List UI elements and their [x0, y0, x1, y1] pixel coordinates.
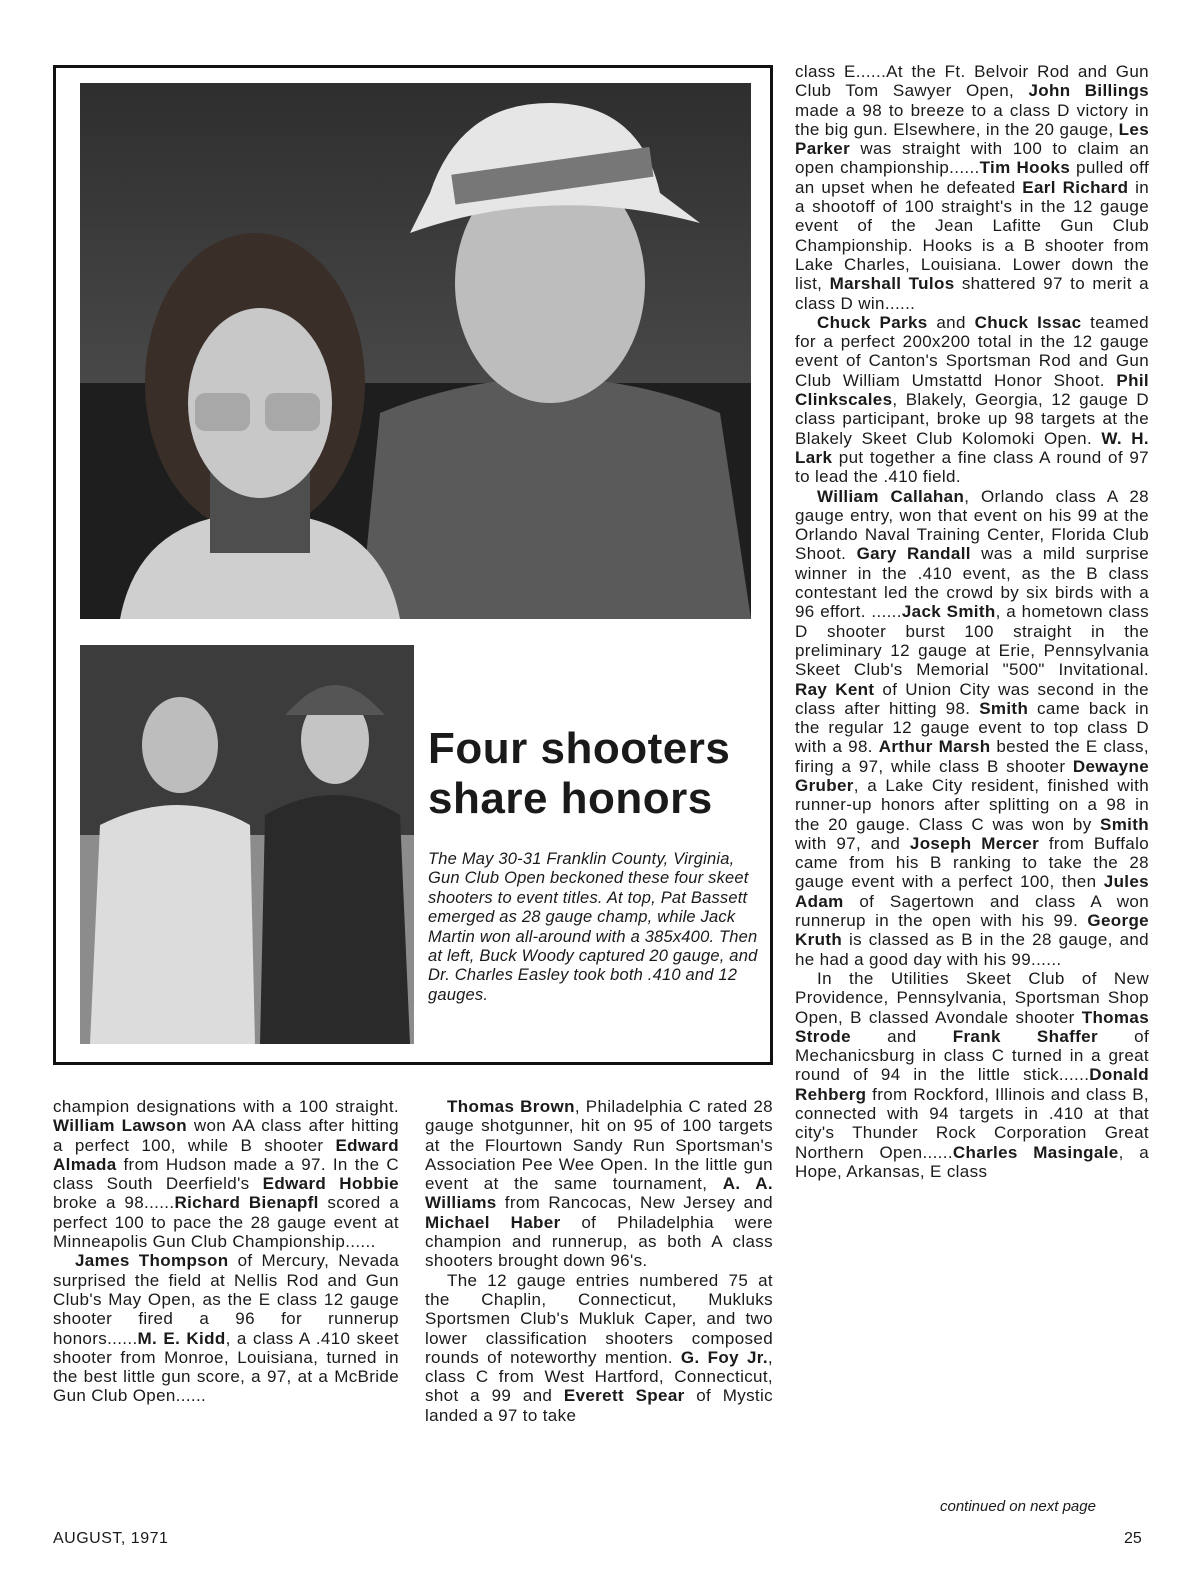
- text-run: shattered 97 to merit a class D win......: [795, 274, 1149, 313]
- text-run: made a 98 to breeze to a class D victory in the big gun. Elsewhere, in the 20 gauge,: [795, 100, 1149, 139]
- shooter-name: Ray Kent: [795, 679, 875, 699]
- text-run: from Hudson made a 97. In the C class South Deerfield's: [53, 1154, 399, 1194]
- paragraph: [53, 1097, 399, 1251]
- text-run: won AA class after hitting a perfect 100, while B shooter: [53, 1116, 399, 1155]
- text-run: The 12 gauge entries numbered 75 at the Chaplin, Connecticut, Mukluks Sportsmen Club's Mukluk Caper, and two lower classification shooters composed rounds of noteworthy mention.: [425, 1270, 773, 1367]
- text-run: bested the E class, firing a 97, while class B shooter: [795, 737, 1149, 776]
- shooter-name: Dewayne Gruber: [795, 756, 1149, 795]
- shooter-name: Frank Shaffer: [952, 1026, 1098, 1046]
- shooter-name: Joseph Mercer: [909, 833, 1040, 853]
- paragraph: [425, 1271, 773, 1425]
- article-column-1: [53, 1097, 399, 1406]
- article-column-2: [425, 1097, 773, 1425]
- shooter-name: William Callahan: [817, 486, 965, 506]
- shooter-name: Michael Haber: [425, 1212, 561, 1232]
- shooter-name: Smith: [1100, 814, 1149, 834]
- text-run: was straight with 100 to claim an open championship......: [795, 139, 1149, 178]
- shooter-name: Earl Richard: [1022, 177, 1129, 197]
- text-run: , Philadelphia C rated 28 gauge shotgunner, hit on 95 of 100 targets at the Flourtown Sandy Run Sportsman's Association Pee Wee Open. In the little gun event at the same tournament,: [425, 1097, 773, 1194]
- text-run: In the Utilities Skeet Club of New Providence, Pennsylvania, Sportsman Shop Open, B classed Avondale shooter: [795, 968, 1149, 1027]
- shooter-name: Arthur Marsh: [878, 737, 991, 757]
- page-number: 25: [1124, 1530, 1142, 1547]
- paragraph: [53, 1251, 399, 1405]
- text-run: and: [850, 1026, 953, 1046]
- shooter-name: Thomas Strode: [795, 1007, 1149, 1046]
- paragraph: [795, 62, 1149, 313]
- shooter-name: M. E. Kidd: [137, 1328, 226, 1348]
- headline: Four shooters share honors: [428, 724, 731, 823]
- text-run: , a hometown class D shooter burst 100 straight in the preliminary 12 gauge at Erie, Pennsylvania Skeet Club's Memorial "500" Invitational.: [795, 602, 1149, 680]
- shooter-name: Smith: [979, 698, 1029, 718]
- shooter-name: W. H. Lark: [795, 428, 1149, 467]
- text-run: , Blakely, Georgia, 12 gauge D class participant, broke up 98 targets at the Blakely Skeet Club Kolomoki Open.: [795, 390, 1149, 448]
- shooter-name: Chuck Parks: [817, 312, 928, 332]
- photo-couple: [80, 83, 751, 619]
- text-run: and: [927, 312, 975, 332]
- shooter-name: Jack Smith: [901, 602, 996, 622]
- paragraph: [795, 487, 1149, 969]
- text-run: of Mechanicsburg in class C turned in a great round of 94 in the little stick......: [795, 1026, 1150, 1085]
- text-run: , class C from West Hartford, Connecticut, shot a 99 and: [425, 1347, 773, 1406]
- text-run: of Mystic landed a 97 to take: [425, 1386, 773, 1425]
- shooter-name: Tim Hooks: [979, 158, 1071, 178]
- text-run: , a Hope, Arkansas, E class: [795, 1142, 1149, 1181]
- issue-date: AUGUST, 1971: [53, 1530, 169, 1547]
- shooter-name: William Lawson: [53, 1116, 188, 1136]
- shooter-name: G. Foy Jr.: [680, 1347, 768, 1367]
- text-run: champion designations with a 100 straight.: [53, 1097, 399, 1116]
- text-run: came back in the regular 12 gauge event to top class D with a 98.: [795, 698, 1149, 757]
- shooter-name: Gary Randall: [856, 544, 971, 564]
- text-run: , Orlando class A 28 gauge entry, won that event on his 99 at the Orlando Naval Training Center, Florida Club Shoot.: [795, 486, 1149, 564]
- text-run: in a shootoff of 100 straight's in the 12 gauge event of the Jean Lafitte Gun Club Championship. Hooks is a B shooter from Lake Charles, Louisiana. Lower down the list,: [795, 177, 1150, 294]
- shooter-name: Edward Almada: [53, 1135, 399, 1174]
- shooter-name: James Thompson: [75, 1251, 229, 1271]
- text-run: , a class A .410 skeet shooter from Monroe, Louisiana, turned in the best little gun score, a 97, at a McBride Gun Club Open......: [53, 1328, 399, 1406]
- text-run: from Buffalo came from his B ranking to take the 28 gauge event with a perfect 100, then: [795, 833, 1150, 892]
- text-run: teamed for a perfect 200x200 total in the 12 gauge event of Canton's Sportsman Rod and Gun Club William Umstattd Honor Shoot.: [795, 312, 1149, 390]
- paragraph: [425, 1097, 773, 1271]
- text-run: broke a 98......: [53, 1193, 175, 1213]
- shooter-name: Les Parker: [795, 119, 1149, 159]
- shooter-name: Marshall Tulos: [829, 274, 955, 294]
- text-run: scored a perfect 100 to pace the 28 gauge event at Minneapolis Gun Club Championship......: [53, 1193, 400, 1252]
- text-run: pulled off an upset when he defeated: [795, 158, 1150, 197]
- text-run: from Rancocas, New Jersey and: [496, 1193, 773, 1213]
- text-run: from Rockford, Illinois and class B, connected with 94 targets in .410 at that city's Thunder Rock Corporation Great Northern Open......: [795, 1084, 1149, 1162]
- photo-caption: The May 30-31 Franklin County, Virginia, Gun Club Open beckoned these four skeet shooters to event titles. At top, Pat Bassett emerged as 28 gauge champ, while Jack Martin won all-around with a 385x400. Then at left, Buck Woody captured 20 gauge, and Dr. Charles Easley took both .410 and 12 gauges.: [428, 850, 758, 1004]
- text-run: with 97, and: [795, 833, 910, 853]
- shooter-name: Richard Bienapfl: [174, 1193, 319, 1213]
- shooter-name: Jules Adam: [795, 872, 1149, 911]
- paragraph: [795, 969, 1149, 1181]
- shooter-name: Charles Masingale: [952, 1142, 1119, 1162]
- paragraph: [795, 313, 1149, 487]
- text-run: of Union City was second in the class after hitting 98.: [795, 679, 1149, 718]
- text-run: put together a fine class A round of 97 to lead the .410 field.: [795, 447, 1149, 487]
- continued-note: continued on next page: [940, 1498, 1096, 1515]
- shooter-name: Everett Spear: [563, 1386, 685, 1406]
- shooter-name: John Billings: [1028, 81, 1149, 101]
- shooter-name: Chuck Issac: [974, 312, 1082, 332]
- shooter-name: Donald Rehberg: [795, 1065, 1149, 1104]
- shooter-name: Phil Clinkscales: [795, 370, 1149, 410]
- text-run: of Mercury, Nevada surprised the field at Nellis Rod and Gun Club's May Open, as the E class 12 gauge shooter fired a 96 for runnerup honors......: [53, 1251, 399, 1348]
- shooter-name: Thomas Brown: [447, 1097, 575, 1116]
- photo-two-men: [80, 645, 414, 1044]
- text-run: of Philadelphia were champion and runnerup, as both A class shooters brought down 96's.: [425, 1212, 773, 1271]
- text-run: was a mild surprise winner in the .410 event, as the B class contestant led the crowd by six birds with a 96 effort. ......: [795, 544, 1150, 622]
- shooter-name: A. A. Williams: [425, 1174, 773, 1213]
- shooter-name: Edward Hobbie: [262, 1174, 399, 1194]
- article-column-3: [795, 62, 1149, 1181]
- text-run: is classed as B in the 28 gauge, and he had a good day with his 99......: [795, 930, 1149, 969]
- text-run: , a Lake City resident, finished with runner-up honors after splitting on a 98 in the 20 gauge. Class C was won by: [795, 775, 1149, 834]
- text-run: of Sagertown and class A won runnerup in the open with his 99.: [795, 891, 1149, 931]
- text-run: class E......At the Ft. Belvoir Rod and Gun Club Tom Sawyer Open,: [795, 62, 1149, 101]
- shooter-name: George Kruth: [795, 911, 1149, 950]
